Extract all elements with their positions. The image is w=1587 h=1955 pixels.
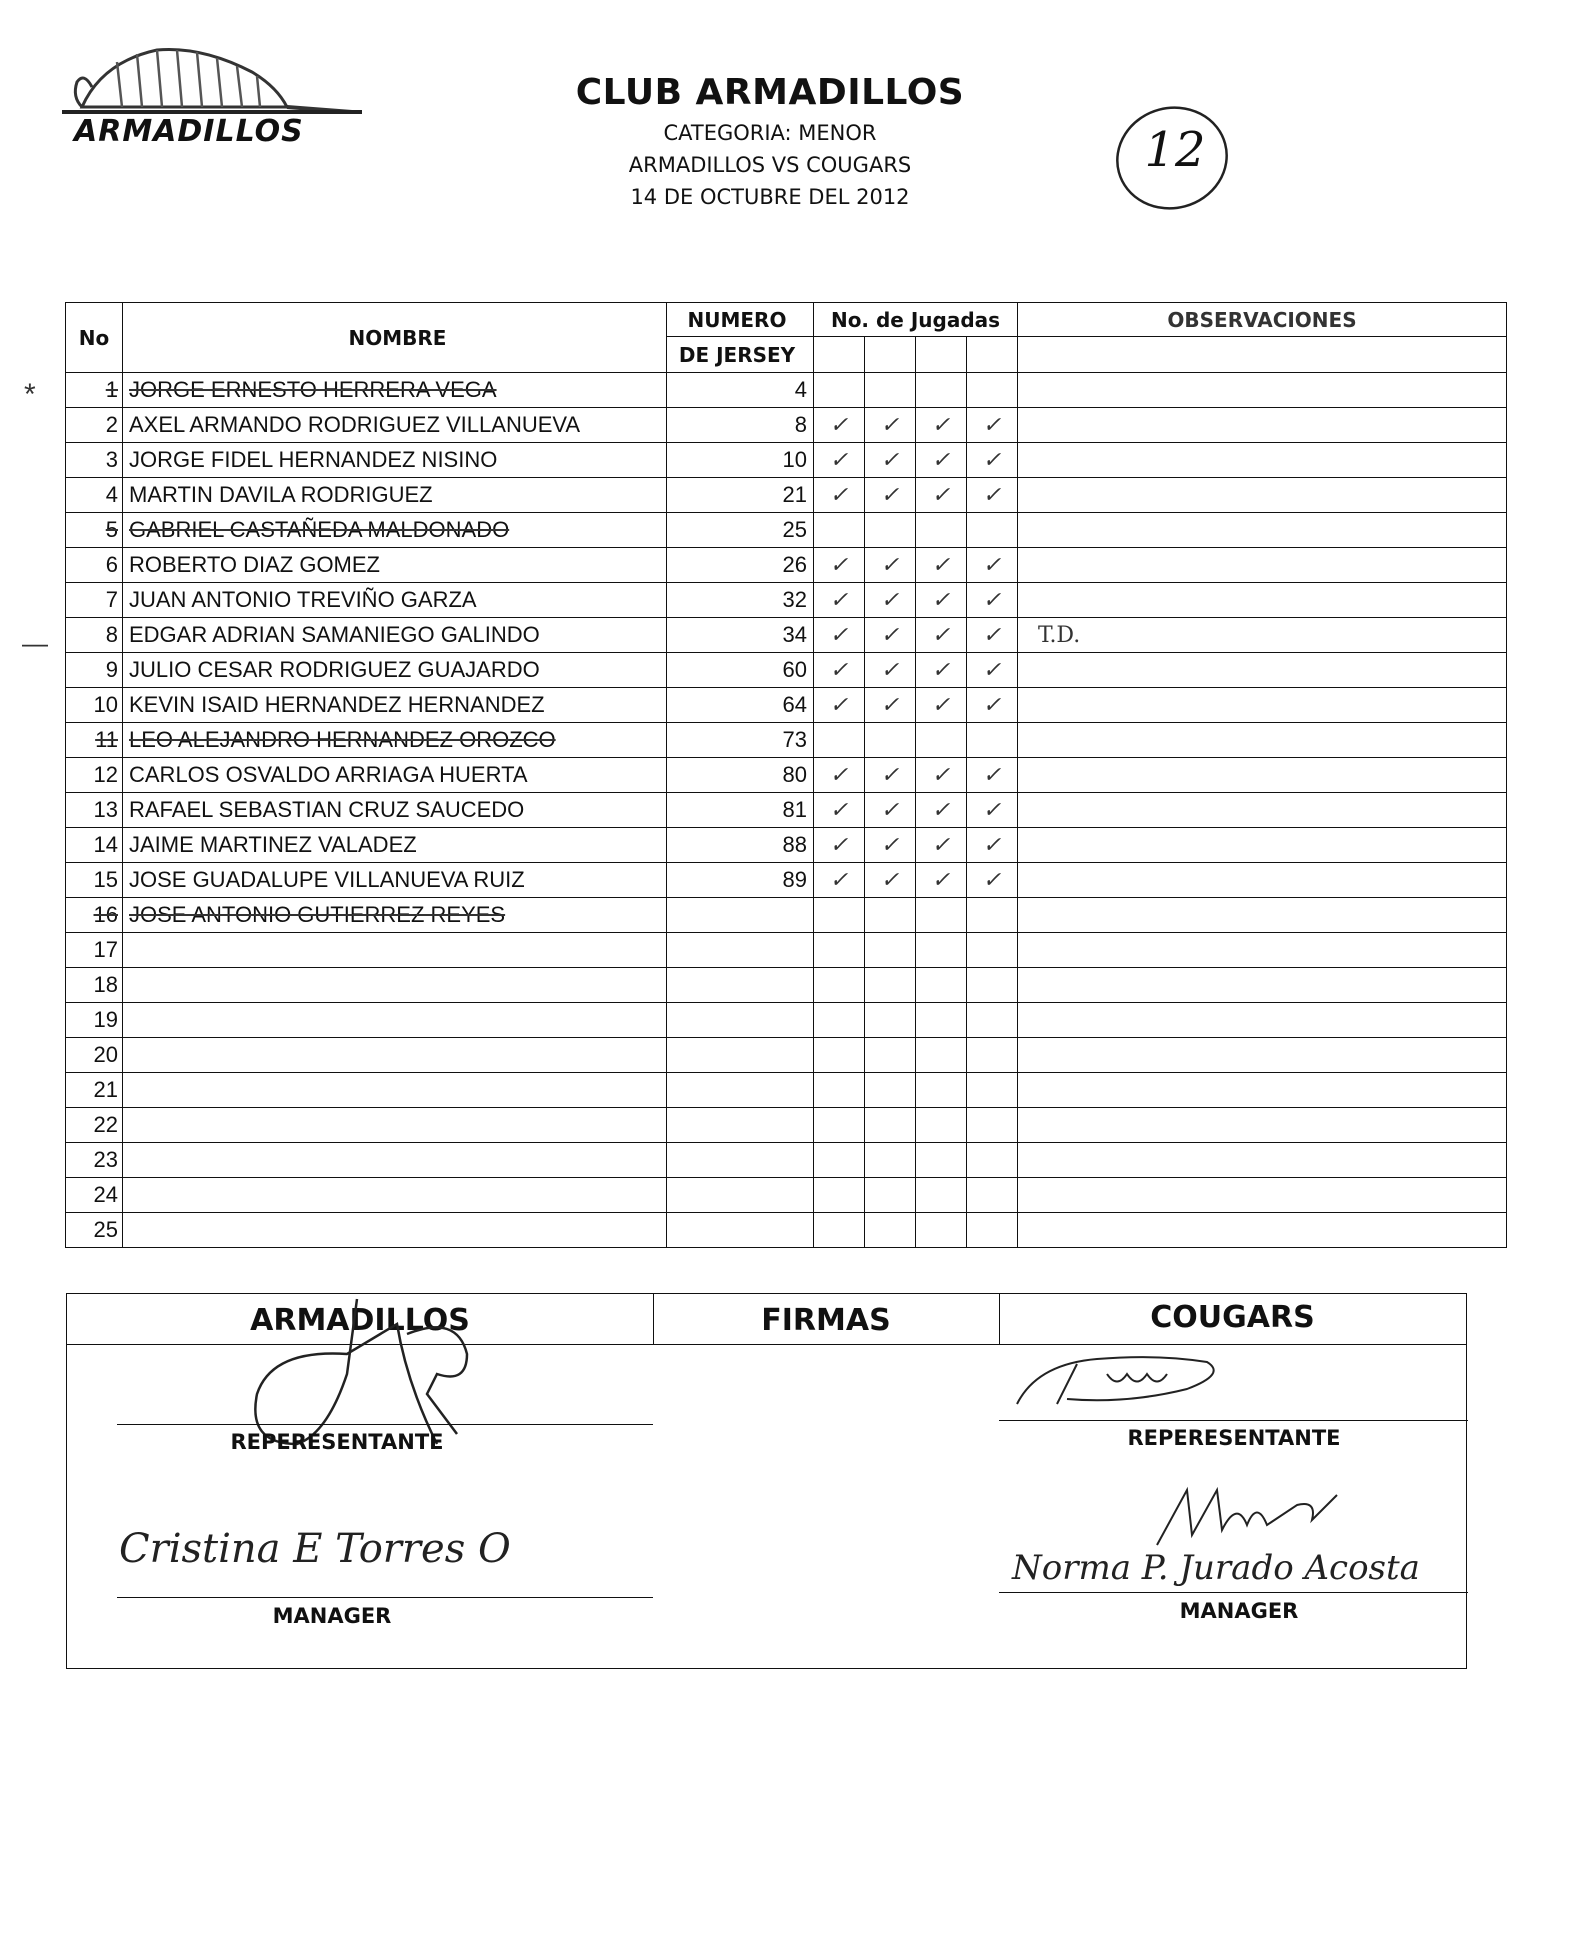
play-check-cell: ✓	[814, 478, 865, 513]
col-header-plays: No. de Jugadas	[814, 303, 1018, 337]
play-check-cell	[814, 1143, 865, 1178]
row-number: 7	[66, 583, 123, 618]
play-check-cell	[814, 513, 865, 548]
jersey-number	[667, 1038, 814, 1073]
play-check-cell: ✓	[814, 758, 865, 793]
table-row	[66, 1038, 1507, 1073]
table-row	[66, 758, 1507, 793]
play-check-cell	[865, 1178, 916, 1213]
play-check-cell	[865, 513, 916, 548]
cougars-manager-label: MANAGER	[1179, 1599, 1299, 1623]
player-name: CARLOS OSVALDO ARRIAGA HUERTA	[123, 758, 667, 793]
table-row	[66, 548, 1507, 583]
table-row	[66, 443, 1507, 478]
table-row	[66, 653, 1507, 688]
play-check-cell	[865, 898, 916, 933]
signatures-section	[66, 1293, 1467, 1669]
play-check-cell: ✓	[916, 443, 967, 478]
play-check-cell: ✓	[916, 653, 967, 688]
play-check-cell	[967, 723, 1018, 758]
jersey-number: 32	[667, 583, 814, 618]
play-check-cell: ✓	[865, 828, 916, 863]
table-row	[66, 793, 1507, 828]
table-row	[66, 1003, 1507, 1038]
jersey-number	[667, 898, 814, 933]
table-row	[66, 583, 1507, 618]
play-check-cell: ✓	[916, 863, 967, 898]
play-check-cell: ✓	[814, 828, 865, 863]
observation-cell	[1018, 688, 1507, 723]
row-number: 14	[66, 828, 123, 863]
jersey-number: 88	[667, 828, 814, 863]
play-check-cell	[865, 1143, 916, 1178]
play-check-cell: ✓	[865, 548, 916, 583]
play-check-cell: ✓	[967, 618, 1018, 653]
play-check-cell	[916, 513, 967, 548]
row-number: 22	[66, 1108, 123, 1143]
jersey-number: 81	[667, 793, 814, 828]
table-row	[66, 1178, 1507, 1213]
table-row	[66, 618, 1507, 653]
row-number: 10	[66, 688, 123, 723]
jersey-number: 10	[667, 443, 814, 478]
category-line: CATEGORIA: MENOR	[663, 121, 877, 145]
play-check-cell: ✓	[814, 688, 865, 723]
play-check-cell	[865, 1073, 916, 1108]
play-check-cell	[814, 723, 865, 758]
margin-asterisk-mark: *	[24, 378, 36, 411]
player-name	[123, 968, 667, 1003]
player-name: GABRIEL CASTAÑEDA MALDONADO	[123, 513, 667, 548]
play-check-cell	[916, 1038, 967, 1073]
table-row	[66, 1143, 1507, 1178]
play-check-cell	[865, 1108, 916, 1143]
play-check-cell	[814, 1003, 865, 1038]
player-name	[123, 933, 667, 968]
play-check-cell: ✓	[865, 618, 916, 653]
player-name: MARTIN DAVILA RODRIGUEZ	[123, 478, 667, 513]
observation-cell	[1018, 793, 1507, 828]
row-number: 13	[66, 793, 123, 828]
observation-cell	[1018, 1213, 1507, 1248]
row-number: 4	[66, 478, 123, 513]
col-header-observations: OBSERVACIONES	[1018, 303, 1507, 337]
player-name: ROBERTO DIAZ GOMEZ	[123, 548, 667, 583]
row-number: 16	[66, 898, 123, 933]
play-check-cell	[916, 723, 967, 758]
firmas-header: FIRMAS	[653, 1294, 999, 1345]
play-check-cell: ✓	[967, 863, 1018, 898]
row-number: 25	[66, 1213, 123, 1248]
table-row	[66, 408, 1507, 443]
play-check-cell	[916, 968, 967, 1003]
play-check-cell	[865, 968, 916, 1003]
row-number: 6	[66, 548, 123, 583]
margin-dash-mark: —	[22, 628, 48, 658]
jersey-number: 73	[667, 723, 814, 758]
play-check-cell: ✓	[916, 618, 967, 653]
observation-cell	[1018, 863, 1507, 898]
row-number: 3	[66, 443, 123, 478]
observation-cell	[1018, 478, 1507, 513]
cougars-signature-header: COUGARS	[999, 1294, 1466, 1345]
play-check-cell	[916, 1108, 967, 1143]
play-check-cell	[967, 898, 1018, 933]
play-check-cell	[967, 1213, 1018, 1248]
row-number: 5	[66, 513, 123, 548]
play-check-cell	[916, 1003, 967, 1038]
play-check-cell: ✓	[916, 793, 967, 828]
table-row	[66, 1073, 1507, 1108]
play-check-cell	[814, 968, 865, 1003]
play-check-cell: ✓	[967, 653, 1018, 688]
play-check-cell	[865, 373, 916, 408]
play-check-cell	[916, 933, 967, 968]
play-check-cell	[967, 1108, 1018, 1143]
jersey-number: 89	[667, 863, 814, 898]
play-check-cell: ✓	[865, 478, 916, 513]
row-number: 21	[66, 1073, 123, 1108]
play-check-cell	[916, 1213, 967, 1248]
play-check-cell: ✓	[865, 583, 916, 618]
observation-cell	[1018, 548, 1507, 583]
play-check-cell	[865, 1003, 916, 1038]
jersey-number: 60	[667, 653, 814, 688]
date-line: 14 DE OCTUBRE DEL 2012	[630, 185, 910, 209]
jersey-number: 34	[667, 618, 814, 653]
table-row	[66, 723, 1507, 758]
play-check-cell	[814, 1073, 865, 1108]
player-name	[123, 1073, 667, 1108]
player-name: JOSE ANTONIO GUTIERREZ REYES	[123, 898, 667, 933]
jersey-number	[667, 968, 814, 1003]
observation-cell	[1018, 723, 1507, 758]
play-check-cell	[967, 968, 1018, 1003]
circled-number-text: 12	[1144, 122, 1206, 178]
table-row	[66, 478, 1507, 513]
play-check-cell	[967, 513, 1018, 548]
armadillos-signature-header: ARMADILLOS	[67, 1294, 653, 1345]
jersey-number	[667, 1108, 814, 1143]
roster-table	[65, 302, 1507, 1248]
player-name: JOSE GUADALUPE VILLANUEVA RUIZ	[123, 863, 667, 898]
play-check-cell	[865, 723, 916, 758]
col-header-jersey-2: DE JERSEY	[667, 337, 814, 373]
observation-cell	[1018, 1108, 1507, 1143]
play-check-cell: ✓	[865, 863, 916, 898]
play-check-cell	[814, 373, 865, 408]
jersey-number	[667, 1178, 814, 1213]
col-header-jersey-1: NUMERO	[667, 303, 814, 337]
play-check-cell	[916, 373, 967, 408]
observation-cell	[1018, 1038, 1507, 1073]
observation-cell	[1018, 653, 1507, 688]
jersey-number	[667, 1003, 814, 1038]
play-check-cell: ✓	[865, 653, 916, 688]
play-check-cell	[814, 1108, 865, 1143]
observation-cell	[1018, 408, 1507, 443]
play-check-cell: ✓	[814, 443, 865, 478]
play-check-cell: ✓	[967, 583, 1018, 618]
jersey-number: 64	[667, 688, 814, 723]
row-number: 11	[66, 723, 123, 758]
jersey-number: 21	[667, 478, 814, 513]
play-check-cell: ✓	[916, 548, 967, 583]
play-check-cell	[814, 1213, 865, 1248]
observation-cell: T.D.	[1018, 618, 1507, 653]
player-name	[123, 1108, 667, 1143]
table-row	[66, 688, 1507, 723]
armadillos-manager-signature: Cristina E Torres O	[119, 1526, 511, 1572]
armadillos-manager-label: MANAGER	[272, 1604, 392, 1628]
player-name: JAIME MARTINEZ VALADEZ	[123, 828, 667, 863]
row-number: 8	[66, 618, 123, 653]
table-row	[66, 513, 1507, 548]
observation-cell	[1018, 443, 1507, 478]
play-check-cell	[967, 1038, 1018, 1073]
table-row	[66, 968, 1507, 1003]
play-check-cell: ✓	[967, 828, 1018, 863]
observation-cell	[1018, 1003, 1507, 1038]
player-name: AXEL ARMANDO RODRIGUEZ VILLANUEVA	[123, 408, 667, 443]
play-check-cell: ✓	[916, 688, 967, 723]
play-check-cell: ✓	[814, 583, 865, 618]
jersey-number	[667, 933, 814, 968]
col-header-no: No	[66, 303, 123, 373]
jersey-number: 26	[667, 548, 814, 583]
play-check-cell	[865, 1213, 916, 1248]
jersey-number	[667, 1143, 814, 1178]
observation-cell	[1018, 898, 1507, 933]
play-check-cell	[916, 1143, 967, 1178]
row-number: 2	[66, 408, 123, 443]
jersey-number	[667, 1073, 814, 1108]
observation-cell	[1018, 1073, 1507, 1108]
play-check-cell: ✓	[916, 583, 967, 618]
play-check-cell	[814, 1038, 865, 1073]
play-check-cell: ✓	[916, 758, 967, 793]
observation-cell	[1018, 933, 1507, 968]
play-check-cell: ✓	[967, 793, 1018, 828]
play-check-cell: ✓	[814, 863, 865, 898]
row-number: 18	[66, 968, 123, 1003]
row-number: 20	[66, 1038, 123, 1073]
table-row	[66, 828, 1507, 863]
play-check-cell	[967, 1073, 1018, 1108]
cougars-representative-signature	[1007, 1344, 1247, 1414]
play-check-cell	[814, 933, 865, 968]
player-name	[123, 1143, 667, 1178]
jersey-number: 4	[667, 373, 814, 408]
row-number: 1	[66, 373, 123, 408]
observation-cell	[1018, 828, 1507, 863]
play-check-cell: ✓	[865, 793, 916, 828]
jersey-number: 8	[667, 408, 814, 443]
play-check-cell: ✓	[967, 443, 1018, 478]
club-title: CLUB ARMADILLOS	[575, 72, 965, 113]
row-number: 23	[66, 1143, 123, 1178]
player-name	[123, 1038, 667, 1073]
player-name: JUAN ANTONIO TREVIÑO GARZA	[123, 583, 667, 618]
player-name	[123, 1003, 667, 1038]
table-row	[66, 373, 1507, 408]
observation-cell	[1018, 758, 1507, 793]
play-check-cell	[967, 373, 1018, 408]
col-header-name: NOMBRE	[123, 303, 667, 373]
table-row	[66, 1108, 1507, 1143]
circled-number	[1110, 100, 1240, 220]
observation-cell	[1018, 583, 1507, 618]
play-check-cell: ✓	[814, 653, 865, 688]
player-name: EDGAR ADRIAN SAMANIEGO GALINDO	[123, 618, 667, 653]
row-number: 12	[66, 758, 123, 793]
cougars-manager-signature: Norma P. Jurado Acosta	[1012, 1548, 1420, 1588]
play-check-cell: ✓	[865, 758, 916, 793]
observation-cell	[1018, 968, 1507, 1003]
play-check-cell: ✓	[865, 688, 916, 723]
roster-body	[66, 373, 1507, 1248]
player-name: KEVIN ISAID HERNANDEZ HERNANDEZ	[123, 688, 667, 723]
table-row	[66, 898, 1507, 933]
row-number: 19	[66, 1003, 123, 1038]
play-check-cell: ✓	[967, 548, 1018, 583]
observation-cell	[1018, 1143, 1507, 1178]
play-check-cell	[814, 1178, 865, 1213]
document-header	[480, 72, 1060, 209]
table-row	[66, 1213, 1507, 1248]
observation-cell	[1018, 513, 1507, 548]
play-check-cell	[865, 1038, 916, 1073]
play-check-cell	[967, 933, 1018, 968]
row-number: 17	[66, 933, 123, 968]
row-number: 24	[66, 1178, 123, 1213]
play-check-cell	[967, 1003, 1018, 1038]
match-line: ARMADILLOS VS COUGARS	[628, 153, 912, 177]
row-number: 9	[66, 653, 123, 688]
play-check-cell: ✓	[814, 793, 865, 828]
player-name: JORGE FIDEL HERNANDEZ NISINO	[123, 443, 667, 478]
player-name	[123, 1213, 667, 1248]
cougars-representative-label: REPERESENTANTE	[1127, 1426, 1341, 1450]
play-check-cell	[916, 898, 967, 933]
play-check-cell: ✓	[916, 408, 967, 443]
jersey-number: 80	[667, 758, 814, 793]
play-check-cell	[865, 933, 916, 968]
play-check-cell: ✓	[865, 408, 916, 443]
play-check-cell	[967, 1178, 1018, 1213]
play-check-cell: ✓	[814, 618, 865, 653]
play-check-cell: ✓	[814, 408, 865, 443]
table-row	[66, 863, 1507, 898]
cougars-manager-scribble	[1147, 1480, 1347, 1550]
play-check-cell	[916, 1073, 967, 1108]
player-name: JULIO CESAR RODRIGUEZ GUAJARDO	[123, 653, 667, 688]
player-name: LEO ALEJANDRO HERNANDEZ OROZCO	[123, 723, 667, 758]
player-name: RAFAEL SEBASTIAN CRUZ SAUCEDO	[123, 793, 667, 828]
play-check-cell: ✓	[967, 478, 1018, 513]
play-check-cell: ✓	[916, 478, 967, 513]
play-check-cell: ✓	[916, 828, 967, 863]
play-check-cell: ✓	[967, 758, 1018, 793]
armadillos-representative-label: REPERESENTANTE	[230, 1430, 444, 1454]
player-name	[123, 1178, 667, 1213]
play-check-cell	[967, 1143, 1018, 1178]
observation-cell	[1018, 1178, 1507, 1213]
play-check-cell	[814, 898, 865, 933]
jersey-number: 25	[667, 513, 814, 548]
jersey-number	[667, 1213, 814, 1248]
row-number: 15	[66, 863, 123, 898]
play-check-cell: ✓	[814, 548, 865, 583]
observation-cell	[1018, 373, 1507, 408]
armadillos-logo	[62, 42, 362, 152]
player-name: JORGE ERNESTO HERRERA VEGA	[123, 373, 667, 408]
play-check-cell: ✓	[967, 408, 1018, 443]
play-check-cell: ✓	[865, 443, 916, 478]
table-row	[66, 933, 1507, 968]
logo-text: ARMADILLOS	[74, 114, 304, 149]
play-check-cell	[916, 1178, 967, 1213]
play-check-cell: ✓	[967, 688, 1018, 723]
